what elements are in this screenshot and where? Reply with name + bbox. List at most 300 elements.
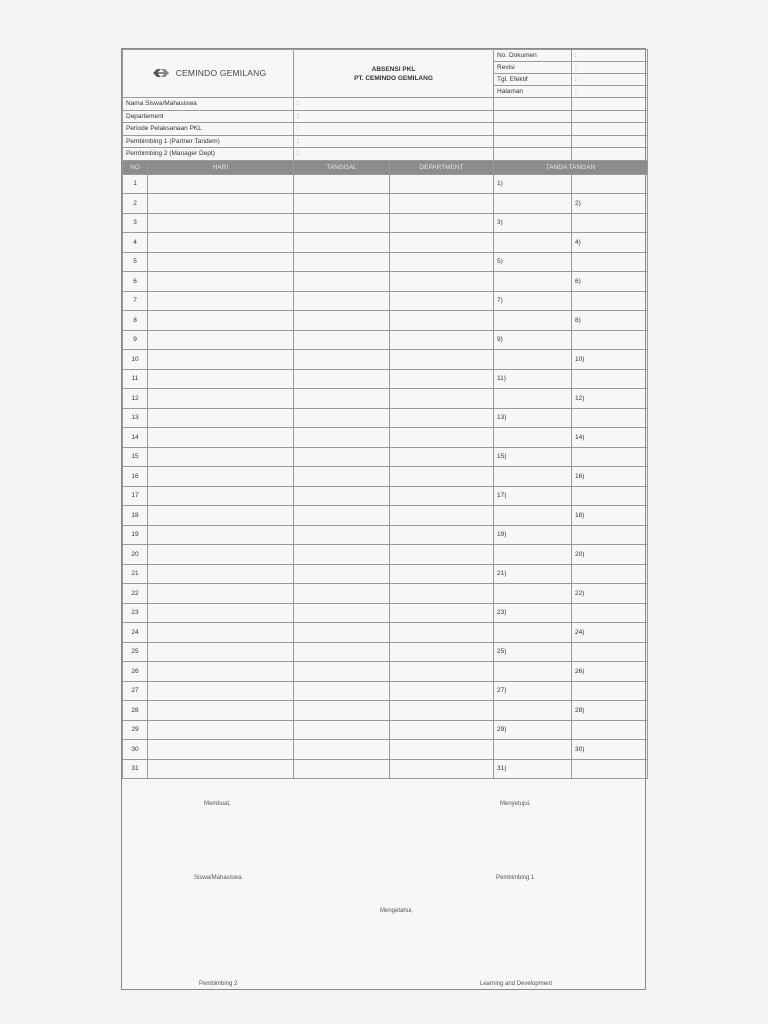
department-cell[interactable] xyxy=(390,486,494,506)
signature-number: 27) xyxy=(497,687,507,695)
doc-field-value[interactable]: : xyxy=(572,62,648,74)
signature-number: 3) xyxy=(497,219,503,227)
signature-cell-right[interactable] xyxy=(572,720,648,740)
signature-cell-right[interactable] xyxy=(572,311,648,331)
hari-cell[interactable] xyxy=(148,564,294,584)
hari-cell[interactable] xyxy=(148,194,294,214)
department-cell[interactable] xyxy=(390,564,494,584)
table-row xyxy=(123,642,648,662)
signature-cell-left[interactable] xyxy=(494,252,572,272)
form-table xyxy=(122,49,648,779)
signature-cell-right[interactable] xyxy=(572,623,648,643)
table-row xyxy=(123,525,648,545)
department-cell[interactable] xyxy=(390,272,494,292)
row-number: 30 xyxy=(123,740,148,760)
row-number: 18 xyxy=(123,506,148,526)
table-row xyxy=(123,701,648,721)
department-cell[interactable] xyxy=(390,584,494,604)
signature-cell-right[interactable] xyxy=(572,759,648,779)
table-row xyxy=(123,623,648,643)
hari-cell[interactable] xyxy=(148,233,294,253)
row-number: 21 xyxy=(123,564,148,584)
signature-number: 17) xyxy=(497,492,507,500)
info-extra-cell xyxy=(494,123,572,136)
department-cell[interactable] xyxy=(390,389,494,409)
tanggal-cell[interactable] xyxy=(294,467,390,487)
signature-number: 7) xyxy=(497,297,503,305)
signature-number: 9) xyxy=(497,336,503,344)
table-row xyxy=(123,720,648,740)
signature-cell-right[interactable] xyxy=(572,564,648,584)
table-row xyxy=(123,486,648,506)
row-number: 4 xyxy=(123,233,148,253)
signature-cell-left[interactable] xyxy=(494,213,572,233)
table-row xyxy=(123,174,648,194)
signature-cell-left[interactable] xyxy=(494,662,572,682)
signature-cell-left[interactable] xyxy=(494,740,572,760)
signature-cell-left[interactable] xyxy=(494,311,572,331)
pembimbing1-signature-label: Pembimbing 1 xyxy=(496,875,535,881)
department-cell[interactable] xyxy=(390,350,494,370)
signature-number: 22) xyxy=(575,589,585,597)
mengetahui-label: Mengetahui, xyxy=(380,908,414,914)
signature-cell-right[interactable] xyxy=(572,545,648,565)
signature-cell-left[interactable] xyxy=(494,759,572,779)
info-extra-cell xyxy=(494,110,572,123)
hari-cell[interactable] xyxy=(148,174,294,194)
department-cell[interactable] xyxy=(390,506,494,526)
info-extra-cell xyxy=(572,135,648,148)
signature-cell-left[interactable] xyxy=(494,584,572,604)
signature-cell-left[interactable] xyxy=(494,272,572,292)
col-no: NO xyxy=(123,160,148,174)
department-cell[interactable] xyxy=(390,213,494,233)
table-row xyxy=(123,350,648,370)
info-extra-cell xyxy=(494,98,572,111)
department-cell[interactable] xyxy=(390,701,494,721)
tanggal-cell[interactable] xyxy=(294,720,390,740)
table-row xyxy=(123,662,648,682)
department-cell[interactable] xyxy=(390,252,494,272)
table-row xyxy=(123,584,648,604)
table-row xyxy=(123,564,648,584)
tanggal-cell[interactable] xyxy=(294,194,390,214)
tanggal-cell[interactable] xyxy=(294,759,390,779)
info-row xyxy=(123,135,648,148)
signature-cell-right[interactable] xyxy=(572,447,648,467)
table-row xyxy=(123,467,648,487)
hari-cell[interactable] xyxy=(148,642,294,662)
hari-cell[interactable] xyxy=(148,330,294,350)
signature-number: 26) xyxy=(575,667,585,675)
signature-number: 10) xyxy=(575,355,585,363)
row-number: 20 xyxy=(123,545,148,565)
doc-field-value[interactable]: : xyxy=(572,86,648,98)
hari-cell[interactable] xyxy=(148,759,294,779)
signature-cell-left[interactable] xyxy=(494,428,572,448)
signature-cell-right[interactable] xyxy=(572,252,648,272)
signature-number: 13) xyxy=(497,414,507,422)
tanggal-cell[interactable] xyxy=(294,369,390,389)
hari-cell[interactable] xyxy=(148,486,294,506)
tanggal-cell[interactable] xyxy=(294,272,390,292)
row-number: 24 xyxy=(123,623,148,643)
form-title xyxy=(294,50,494,98)
tanggal-cell[interactable] xyxy=(294,701,390,721)
tanggal-cell[interactable] xyxy=(294,740,390,760)
department-cell[interactable] xyxy=(390,467,494,487)
row-number: 8 xyxy=(123,311,148,331)
tanggal-cell[interactable] xyxy=(294,603,390,623)
signature-number: 11) xyxy=(497,375,506,383)
attendance-form xyxy=(121,48,646,990)
info-extra-cell xyxy=(572,98,648,111)
signature-cell-right[interactable] xyxy=(572,408,648,428)
signature-cell-right[interactable] xyxy=(572,486,648,506)
tanggal-cell[interactable] xyxy=(294,330,390,350)
signature-number: 18) xyxy=(575,511,585,519)
table-row xyxy=(123,369,648,389)
column-header-row xyxy=(123,160,648,174)
hari-cell[interactable] xyxy=(148,428,294,448)
hari-cell[interactable] xyxy=(148,350,294,370)
signature-cell-right[interactable] xyxy=(572,467,648,487)
row-number: 12 xyxy=(123,389,148,409)
hari-cell[interactable] xyxy=(148,545,294,565)
info-label: Pembimbing 2 (Manager Dept) xyxy=(123,148,294,161)
department-cell[interactable] xyxy=(390,525,494,545)
tanggal-cell[interactable] xyxy=(294,291,390,311)
table-row xyxy=(123,740,648,760)
doc-field-value[interactable]: : xyxy=(572,50,648,62)
hari-cell[interactable] xyxy=(148,389,294,409)
hari-cell[interactable] xyxy=(148,311,294,331)
table-row xyxy=(123,311,648,331)
col-tanda-tangan: TANDA TANGAN xyxy=(494,160,648,174)
department-cell[interactable] xyxy=(390,408,494,428)
info-extra-cell xyxy=(572,110,648,123)
info-row xyxy=(123,110,648,123)
signature-number: 24) xyxy=(575,628,585,636)
signature-cell-left[interactable] xyxy=(494,681,572,701)
signature-cell-left[interactable] xyxy=(494,623,572,643)
signature-number: 28) xyxy=(575,706,585,714)
tanggal-cell[interactable] xyxy=(294,174,390,194)
row-number: 10 xyxy=(123,350,148,370)
signature-cell-right[interactable] xyxy=(572,701,648,721)
tanggal-cell[interactable] xyxy=(294,486,390,506)
row-number: 15 xyxy=(123,447,148,467)
department-cell[interactable] xyxy=(390,174,494,194)
signature-cell-left[interactable] xyxy=(494,720,572,740)
signature-cell-right[interactable] xyxy=(572,233,648,253)
department-cell[interactable] xyxy=(390,330,494,350)
signature-number: 16) xyxy=(575,472,585,480)
table-row xyxy=(123,272,648,292)
department-cell[interactable] xyxy=(390,428,494,448)
doc-field-label: Halaman xyxy=(494,86,572,98)
signature-number: 31) xyxy=(497,765,507,773)
info-label: Pembimbing 1 (Partner Tandem) xyxy=(123,135,294,148)
hari-cell[interactable] xyxy=(148,681,294,701)
row-number: 3 xyxy=(123,213,148,233)
row-number: 17 xyxy=(123,486,148,506)
department-cell[interactable] xyxy=(390,369,494,389)
table-row xyxy=(123,252,648,272)
doc-field-label: Tgl. Efektif xyxy=(494,74,572,86)
table-row xyxy=(123,389,648,409)
tanggal-cell[interactable] xyxy=(294,350,390,370)
department-cell[interactable] xyxy=(390,545,494,565)
hari-cell[interactable] xyxy=(148,506,294,526)
info-value[interactable]: : xyxy=(294,123,494,136)
signature-cell-right[interactable] xyxy=(572,642,648,662)
hari-cell[interactable] xyxy=(148,447,294,467)
signature-cell-left[interactable] xyxy=(494,174,572,194)
signature-cell-left[interactable] xyxy=(494,389,572,409)
row-number: 22 xyxy=(123,584,148,604)
membuat-label: Membuat, xyxy=(204,801,231,807)
hari-cell[interactable] xyxy=(148,525,294,545)
info-row xyxy=(123,148,648,161)
signature-cell-right[interactable] xyxy=(572,369,648,389)
tanggal-cell[interactable] xyxy=(294,428,390,448)
hari-cell[interactable] xyxy=(148,213,294,233)
signature-cell-right[interactable] xyxy=(572,213,648,233)
signature-cell-right[interactable] xyxy=(572,740,648,760)
signature-number: 21) xyxy=(497,570,507,578)
tanggal-cell[interactable] xyxy=(294,584,390,604)
signature-number: 23) xyxy=(497,609,507,617)
info-value[interactable]: : xyxy=(294,135,494,148)
tanggal-cell[interactable] xyxy=(294,525,390,545)
row-number: 14 xyxy=(123,428,148,448)
row-number: 28 xyxy=(123,701,148,721)
siswa-signature-label: Siswa/Mahasiswa xyxy=(194,875,242,881)
signature-number: 4) xyxy=(575,238,581,246)
cemindo-logo-icon xyxy=(150,67,172,79)
table-row xyxy=(123,603,648,623)
signature-cell-left[interactable] xyxy=(494,291,572,311)
tanggal-cell[interactable] xyxy=(294,252,390,272)
table-row xyxy=(123,194,648,214)
signature-number: 2) xyxy=(575,199,581,207)
signature-number: 1) xyxy=(497,180,503,188)
signature-number: 19) xyxy=(497,531,507,539)
hari-cell[interactable] xyxy=(148,603,294,623)
row-number: 9 xyxy=(123,330,148,350)
row-number: 29 xyxy=(123,720,148,740)
table-row xyxy=(123,330,648,350)
signature-cell-left[interactable] xyxy=(494,545,572,565)
info-value[interactable]: : xyxy=(294,98,494,111)
table-row xyxy=(123,545,648,565)
tanggal-cell[interactable] xyxy=(294,311,390,331)
tanggal-cell[interactable] xyxy=(294,681,390,701)
signature-cell-right[interactable] xyxy=(572,350,648,370)
logo-cell xyxy=(123,50,294,98)
row-number: 6 xyxy=(123,272,148,292)
menyetujui-label: Menyetujui, xyxy=(500,801,531,807)
info-extra-cell xyxy=(572,148,648,161)
department-cell[interactable] xyxy=(390,603,494,623)
hari-cell[interactable] xyxy=(148,252,294,272)
signature-cell-left[interactable] xyxy=(494,330,572,350)
signature-cell-right[interactable] xyxy=(572,174,648,194)
col-hari: HARI xyxy=(148,160,294,174)
signature-number: 15) xyxy=(497,453,507,461)
signature-cell-left[interactable] xyxy=(494,467,572,487)
signature-cell-right[interactable] xyxy=(572,506,648,526)
row-number: 16 xyxy=(123,467,148,487)
signature-cell-right[interactable] xyxy=(572,272,648,292)
hari-cell[interactable] xyxy=(148,584,294,604)
title-line-2: PT. CEMINDO GEMILANG xyxy=(354,74,433,82)
info-value[interactable]: : xyxy=(294,110,494,123)
signature-cell-right[interactable] xyxy=(572,681,648,701)
signature-cell-left[interactable] xyxy=(494,525,572,545)
table-row xyxy=(123,291,648,311)
signature-cell-right[interactable] xyxy=(572,428,648,448)
row-number: 25 xyxy=(123,642,148,662)
hari-cell[interactable] xyxy=(148,662,294,682)
department-cell[interactable] xyxy=(390,447,494,467)
signature-cell-right[interactable] xyxy=(572,584,648,604)
table-row xyxy=(123,213,648,233)
tanggal-cell[interactable] xyxy=(294,662,390,682)
hari-cell[interactable] xyxy=(148,272,294,292)
tanggal-cell[interactable] xyxy=(294,564,390,584)
info-label: Nama Siswa/Mahasiswa xyxy=(123,98,294,111)
signature-cell-left[interactable] xyxy=(494,506,572,526)
hari-cell[interactable] xyxy=(148,291,294,311)
company-logo xyxy=(150,67,267,79)
doc-field-label: Revisi xyxy=(494,62,572,74)
tanggal-cell[interactable] xyxy=(294,408,390,428)
signature-cell-left[interactable] xyxy=(494,701,572,721)
tanggal-cell[interactable] xyxy=(294,642,390,662)
signature-footer xyxy=(122,783,645,989)
row-number: 23 xyxy=(123,603,148,623)
hari-cell[interactable] xyxy=(148,623,294,643)
signature-number: 12) xyxy=(575,394,585,402)
info-extra-cell xyxy=(572,123,648,136)
signature-cell-right[interactable] xyxy=(572,525,648,545)
tanggal-cell[interactable] xyxy=(294,233,390,253)
row-number: 31 xyxy=(123,759,148,779)
signature-number: 25) xyxy=(497,648,507,656)
table-row xyxy=(123,759,648,779)
signature-cell-left[interactable] xyxy=(494,233,572,253)
signature-cell-right[interactable] xyxy=(572,330,648,350)
table-row xyxy=(123,233,648,253)
info-label: Departement xyxy=(123,110,294,123)
signature-cell-left[interactable] xyxy=(494,350,572,370)
tanggal-cell[interactable] xyxy=(294,506,390,526)
department-cell[interactable] xyxy=(390,662,494,682)
hari-cell[interactable] xyxy=(148,701,294,721)
department-cell[interactable] xyxy=(390,233,494,253)
tanggal-cell[interactable] xyxy=(294,447,390,467)
department-cell[interactable] xyxy=(390,623,494,643)
info-row xyxy=(123,98,648,111)
signature-cell-left[interactable] xyxy=(494,447,572,467)
row-number: 27 xyxy=(123,681,148,701)
row-number: 26 xyxy=(123,662,148,682)
row-number: 2 xyxy=(123,194,148,214)
tanggal-cell[interactable] xyxy=(294,213,390,233)
col-department: DEPARTMENT xyxy=(390,160,494,174)
hari-cell[interactable] xyxy=(148,369,294,389)
hari-cell[interactable] xyxy=(148,720,294,740)
signature-number: 5) xyxy=(497,258,503,266)
department-cell[interactable] xyxy=(390,740,494,760)
company-name: CEMINDO GEMILANG xyxy=(175,67,267,78)
signature-number: 30) xyxy=(575,745,585,753)
signature-cell-left[interactable] xyxy=(494,194,572,214)
department-cell[interactable] xyxy=(390,291,494,311)
signature-cell-left[interactable] xyxy=(494,486,572,506)
tanggal-cell[interactable] xyxy=(294,545,390,565)
info-extra-cell xyxy=(494,148,572,161)
hari-cell[interactable] xyxy=(148,408,294,428)
doc-field-label: No. Dokumen xyxy=(494,50,572,62)
signature-number: 6) xyxy=(575,277,581,285)
doc-field-value[interactable]: : xyxy=(572,74,648,86)
department-cell[interactable] xyxy=(390,642,494,662)
signature-number: 14) xyxy=(575,433,585,441)
signature-cell-left[interactable] xyxy=(494,642,572,662)
department-cell[interactable] xyxy=(390,720,494,740)
department-cell[interactable] xyxy=(390,681,494,701)
signature-number: 20) xyxy=(575,550,585,558)
row-number: 11 xyxy=(123,369,148,389)
signature-cell-left[interactable] xyxy=(494,408,572,428)
department-cell[interactable] xyxy=(390,311,494,331)
table-row xyxy=(123,681,648,701)
department-cell[interactable] xyxy=(390,759,494,779)
signature-cell-left[interactable] xyxy=(494,564,572,584)
signature-cell-right[interactable] xyxy=(572,194,648,214)
row-number: 7 xyxy=(123,291,148,311)
title-line-1: ABSENSI PKL xyxy=(371,65,416,73)
signature-cell-left[interactable] xyxy=(494,369,572,389)
signature-cell-right[interactable] xyxy=(572,603,648,623)
row-number: 5 xyxy=(123,252,148,272)
hari-cell[interactable] xyxy=(148,740,294,760)
info-row xyxy=(123,123,648,136)
hari-cell[interactable] xyxy=(148,467,294,487)
signature-number: 29) xyxy=(497,726,507,734)
lnd-signature-label: Learning and Development xyxy=(480,981,553,987)
signature-number: 8) xyxy=(575,316,581,324)
row-number: 19 xyxy=(123,525,148,545)
info-value[interactable]: : xyxy=(294,148,494,161)
col-tanggal: TANGGAL xyxy=(294,160,390,174)
department-cell[interactable] xyxy=(390,194,494,214)
pembimbing2-signature-label: Pembimbing 2 xyxy=(199,981,238,987)
tanggal-cell[interactable] xyxy=(294,389,390,409)
row-number: 1 xyxy=(123,174,148,194)
table-row xyxy=(123,428,648,448)
tanggal-cell[interactable] xyxy=(294,623,390,643)
signature-cell-left[interactable] xyxy=(494,603,572,623)
signature-cell-right[interactable] xyxy=(572,662,648,682)
signature-cell-right[interactable] xyxy=(572,389,648,409)
table-row xyxy=(123,506,648,526)
signature-cell-right[interactable] xyxy=(572,291,648,311)
table-row xyxy=(123,447,648,467)
